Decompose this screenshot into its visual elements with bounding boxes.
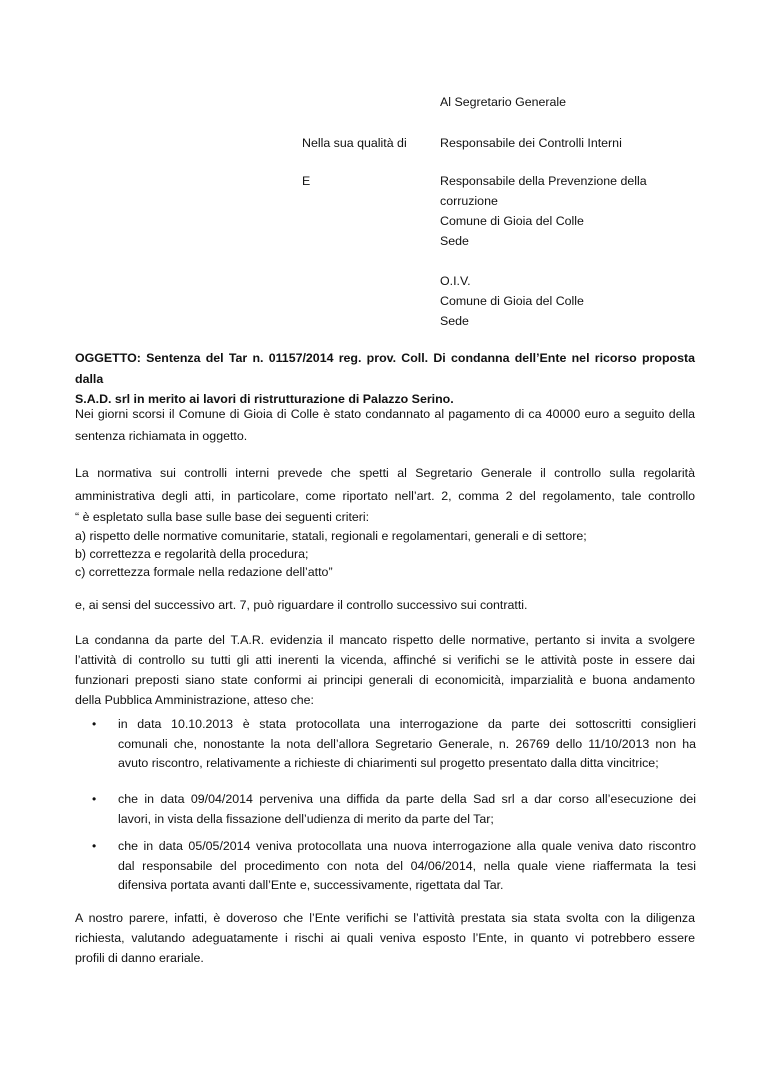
and-label: E: [302, 174, 311, 188]
list-item: [118, 837, 696, 896]
paragraph-line: funzionari preposti siano state conformi ai principi generali di economicità, imparzialità e buona andamento: [75, 673, 695, 687]
list-item-line: comunali che, nonostante la nota dell’allora Segretario Generale, n. 26769 dello 11/10/2013 non ha: [118, 736, 696, 751]
subject-heading: [75, 348, 695, 410]
oiv-line: Sede: [440, 314, 469, 328]
list-item: [118, 790, 696, 829]
role2-line: Responsabile della Prevenzione della: [440, 174, 647, 188]
list-item-line: lavori, in vista della fissazione dell’udienza di merito da parte del Tar;: [118, 811, 494, 826]
list-item: [118, 715, 696, 774]
capacity-value: Responsabile dei Controlli Interni: [440, 136, 622, 150]
bullet-icon: •: [92, 839, 97, 853]
paragraph-line: sentenza richiamata in oggetto.: [75, 429, 248, 443]
criteria-item: c) correttezza formale nella redazione dell’atto”: [75, 565, 333, 579]
role2-line: Comune di Gioia del Colle: [440, 214, 584, 228]
paragraph-line: amministrativa degli atti, in particolare, come riportato nell’art. 2, comma 2 del regolamento, tale controllo: [75, 489, 695, 503]
paragraph-line: La condanna da parte del T.A.R. evidenzia il mancato rispetto delle normative, pertanto si invita a svolgere: [75, 633, 695, 647]
criteria-item: a) rispetto delle normative comunitarie, statali, regionali e regolamentari, generali e di settore;: [75, 529, 587, 543]
list-item-line: dal responsabile del procedimento con nota del 04/06/2014, nella quale viene riaffermata la tesi: [118, 858, 696, 873]
capacity-label: Nella sua qualità di: [302, 136, 407, 150]
list-item-line: che in data 09/04/2014 perveniva una diffida da parte della Sad srl a dar corso all’esecuzione dei: [118, 792, 696, 806]
paragraph-line: della Pubblica Amministrazione, atteso che:: [75, 693, 314, 707]
paragraph-contracts: [75, 595, 695, 616]
oiv-line: Comune di Gioia del Colle: [440, 294, 584, 308]
bullet-icon: •: [92, 792, 97, 806]
paragraph-regulation: [75, 462, 695, 581]
list-item-line: difensiva portata avanti dall’Ente e, successivamente, rigettata dal Tar.: [118, 878, 504, 892]
bullet-icon: •: [92, 717, 97, 731]
paragraph-line: l’attività di controllo su tutti gli atti inerenti la vicenda, affinché si verifichi se le attività poste in essere dai: [75, 653, 695, 667]
paragraph-line: e, ai sensi del successivo art. 7, può riguardare il controllo successivo sui contratti.: [75, 598, 528, 612]
recipient-line: Al Segretario Generale: [440, 95, 567, 109]
oiv-line: O.I.V.: [440, 274, 471, 288]
subject-line: OGGETTO: Sentenza del Tar n. 01157/2014 reg. prov. Coll. Di condanna dell’Ente nel ricorso proposta dalla: [75, 351, 695, 386]
paragraph-request: [75, 630, 695, 710]
paragraph-line: profili di danno erariale.: [75, 951, 204, 965]
paragraph-line: “ è espletato sulla base sulle base dei seguenti criteri:: [75, 510, 370, 524]
role2-line: corruzione: [440, 194, 498, 208]
list-item-line: che in data 05/05/2014 veniva protocollata una nuova interrogazione alla quale veniva dato riscontro: [118, 839, 696, 853]
paragraph-line: A nostro parere, infatti, è doveroso che l’Ente verifichi se l’attività prestata sia stata svolta con la diligenza: [75, 911, 695, 925]
paragraph-line: La normativa sui controlli interni prevede che spetti al Segretario Generale il controllo sulla regolarità: [75, 466, 695, 480]
criteria-item: b) correttezza e regolarità della procedura;: [75, 547, 309, 561]
paragraph-intro: [75, 403, 695, 447]
subject-line: S.A.D. srl in merito ai lavori di ristrutturazione di Palazzo Serino.: [75, 392, 454, 406]
paragraph-conclusion: [75, 908, 695, 968]
role2-line: Sede: [440, 234, 469, 248]
list-item-line: in data 10.10.2013 è stata protocollata una interrogazione da parte dei sottoscritti consiglieri: [118, 717, 696, 731]
paragraph-line: richiesta, valutando adeguatamente i rischi ai quali veniva esposto l’Ente, in quanto vi potrebbero essere: [75, 931, 695, 945]
list-item-line: avuto riscontro, relativamente a richieste di chiarimenti sul progetto presentato dalla ditta vincitrice;: [118, 756, 659, 770]
paragraph-line: Nei giorni scorsi il Comune di Gioia di Colle è stato condannato al pagamento di ca 40000 euro a seguito della: [75, 407, 695, 421]
